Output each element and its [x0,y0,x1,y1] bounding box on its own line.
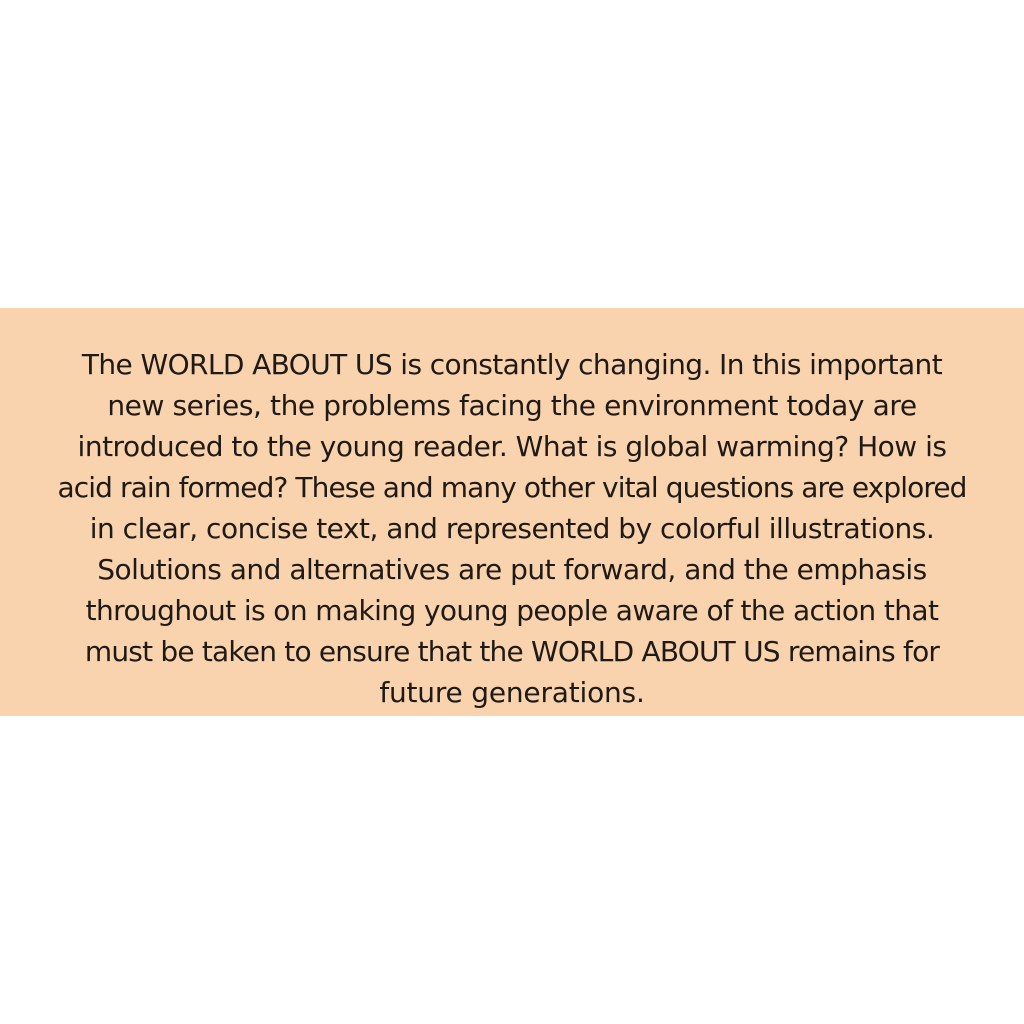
description-band [0,308,1024,716]
description-line: introduced to the young reader. What is global warming? How is [77,430,947,463]
description-line: must be taken to ensure that the WORLD ABOUT US remains for [84,635,940,668]
description-line: The WORLD ABOUT US is constantly changing. In this important [81,348,943,381]
description-line: acid rain formed? These and many other vital questions are explored [57,471,967,504]
description-paragraph [0,344,1024,713]
description-line: new series, the problems facing the environment today are [107,389,917,422]
description-line: future generations. [379,676,645,709]
description-line: Solutions and alternatives are put forward, and the emphasis [97,553,927,586]
description-line: throughout is on making young people aware of the action that [85,594,939,627]
description-line: in clear, concise text, and represented by colorful illustrations. [89,512,935,545]
